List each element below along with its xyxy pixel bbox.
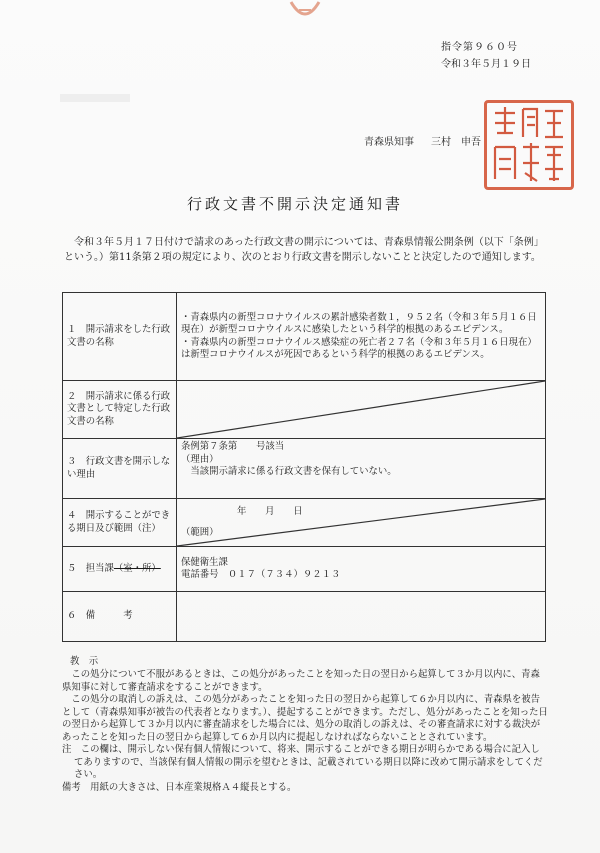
notes-heading: 教 示 (70, 656, 99, 667)
content-line: ・青森県内の新型コロナウイルスの累計感染者数１，９５２名（令和３年５月１６日現在）が新型コロナウイルスに感染したという科学的根拠のあるエビデンス。 (181, 311, 537, 335)
notes-line: 備考 用紙の大きさは、日本産業規格Ａ４縦長とする。 (62, 781, 297, 793)
table-row (63, 439, 546, 499)
content-line: 当該開示請求に係る行政文書を保有していない。 (181, 466, 397, 477)
content-line: ・青森県内の新型コロナウイルス感染症の死亡者２７名（令和３年５月１６日現在）は新型コロナウイルスが死因であるという科学的根拠のあるエビデンス。 (181, 336, 537, 360)
row-content (177, 439, 546, 499)
notice-table (62, 292, 546, 642)
document-number: 指令第９６０号 (441, 42, 518, 53)
row-content (177, 547, 546, 592)
row-label (63, 547, 177, 592)
row-label: １ 開示請求をした行政文書の名称 (63, 293, 177, 381)
row-label: ４ 開示することができる期日及び範囲（注） (63, 499, 177, 547)
top-stamp-mark (285, 0, 325, 30)
table-row (63, 381, 546, 439)
table-row (63, 547, 546, 592)
content-line: 年 月 日 (237, 506, 303, 517)
table-row (63, 293, 546, 381)
addressee-redacted (60, 94, 130, 102)
table-row (63, 499, 546, 547)
content-line: 電話番号 ０１７（７３４）９２１３ (181, 569, 341, 580)
row-label: ２ 開示請求に係る行政文書として特定した行政文書の名称 (63, 381, 177, 439)
notes-block (62, 669, 548, 794)
intro-paragraph: 令和３年５月１７日付けで請求のあった行政文書の開示については、青森県情報公開条例（以下「条例」という。）第11条第２項の規定により、次のとおり行政文書を開示しないことと決定したので通知します。 (64, 237, 544, 263)
row-content-empty (177, 381, 546, 439)
issuer-name: 三村 申吾 (431, 137, 481, 148)
row-label: ３ 行政文書を開示しない理由 (63, 439, 177, 499)
row-content (177, 499, 546, 547)
row-content-empty (177, 592, 546, 642)
notes-line: この処分について不服があるときは、この処分があったことを知った日の翌日から起算して３か月以内に、青森県知事に対して審査請求をすることができます。 (62, 669, 540, 693)
diagonal-strike (177, 381, 545, 438)
issuer-title: 青森県知事 (364, 137, 414, 148)
document-title: 行政文書不開示決定通知書 (187, 195, 404, 213)
notes-line: この処分の取消しの訴えは、この処分があったことを知った日の翌日から起算して６か月以内に、青森県を被告として（青森県知事が被告の代表者となります。）、提起することができます。ただし、処分があったことを知った日の翌日から起算して３か月以内に審査請求をした場合には、処分の取消しの訴えは、その審査請求に対する裁決があったことを知った日の翌日から起算して６か月以内に提起しなければならないこととされています。 (62, 694, 548, 743)
notes-line: 注 この欄は、開示しない保有個人情報について、将来、開示することができる期日が明らかである場合に記入してありますので、当該保有個人情報の開示を望むときは、記載されている期日以降に改めて開示請求をしてください。 (62, 744, 543, 780)
row-label: ６ 備 考 (63, 592, 177, 642)
row-label-struck: （室・所） (113, 562, 161, 574)
content-line: （理由） (181, 453, 219, 465)
table-row (63, 592, 546, 642)
official-seal (484, 100, 574, 190)
content-line: （範囲） (181, 526, 219, 538)
row-content (177, 293, 546, 381)
content-line: 条例第７条第 号該当 (181, 441, 285, 452)
row-label-main: ５ 担当課 (67, 562, 114, 574)
content-line: 保健衛生課 (181, 556, 228, 568)
document-date: 令和３年５月１９日 (441, 59, 531, 70)
